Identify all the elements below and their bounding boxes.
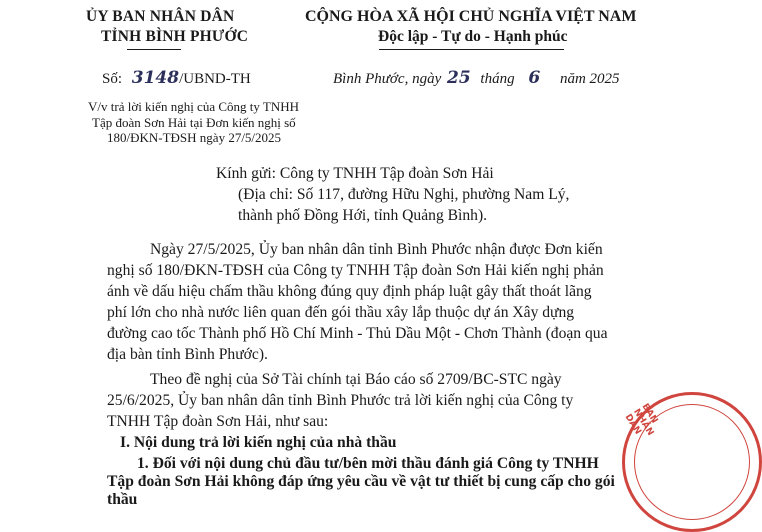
org-name-line1: ỦY BAN NHÂN DÂN	[86, 8, 235, 25]
paragraph2-line: TNHH Tập đoàn Sơn Hải, như sau:	[107, 413, 329, 430]
recipient-line1: Kính gửi: Công ty TNHH Tập đoàn Sơn Hải	[216, 165, 494, 182]
paragraph2-line: 25/6/2025, Ủy ban nhân dân tỉnh Bình Phước trả lời kiến nghị của Công ty	[107, 392, 574, 409]
nation-motto: Độc lập - Tự do - Hạnh phúc	[378, 28, 568, 45]
paragraph1-line: địa bàn tỉnh Bình Phước).	[107, 346, 268, 363]
section-heading: I. Nội dung trả lời kiến nghị của nhà thầu	[120, 434, 397, 451]
section-item-line: thầu	[107, 491, 138, 508]
recipient-address-line2: thành phố Đồng Hới, tỉnh Quảng Bình).	[238, 207, 488, 224]
date-month: 6	[528, 68, 541, 88]
date-place: Bình Phước, ngày	[333, 71, 442, 87]
subject-line3: 180/ĐKN-TĐSH ngày 27/5/2025	[107, 130, 282, 145]
subject-line1: V/v trả lời kiến nghị của Công ty TNHH	[88, 99, 299, 114]
paragraph1-line: ánh về dấu hiệu chấm thầu không đúng quy định pháp luật gây thất thoát lãng	[107, 283, 592, 300]
date-day: 25	[447, 68, 471, 88]
doc-number	[102, 68, 251, 88]
paragraph1-line: nghị số 180/ĐKN-TĐSH của Công ty TNHH Tập đoàn Sơn Hải kiến nghị phản	[107, 262, 604, 279]
paragraph1-line: đường cao tốc Thành phố Hồ Chí Minh - Thủ Dầu Một - Chơn Thành (đoạn qua	[107, 325, 608, 342]
nation-title: CỘNG HÒA XÃ HỘI CHỦ NGHĨA VIỆT NAM	[305, 8, 637, 25]
doc-date	[333, 68, 620, 88]
motto-underline	[379, 49, 564, 50]
date-month-label: tháng	[480, 71, 515, 87]
doc-number-prefix: Số:	[102, 71, 123, 87]
recipient-address-line1: (Địa chỉ: Số 117, đường Hữu Nghị, phường Nam Lý,	[238, 186, 570, 203]
section-item-line: 1. Đối với nội dung chủ đầu tư/bên mời thầu đánh giá Công ty TNHH	[137, 455, 599, 472]
official-seal-text: BAN NHÂN DÂN	[622, 402, 660, 438]
org-name-line2: TỈNH BÌNH PHƯỚC	[101, 28, 249, 45]
paragraph1-line: phí lớn cho nhà nước liên quan đến gói thầu xây lắp thuộc dự án Xây dựng	[107, 304, 575, 321]
doc-number-handwritten: 3148	[131, 68, 180, 88]
subject-line2: Tập đoàn Sơn Hải tại Đơn kiến nghị số	[92, 115, 296, 130]
paragraph2-line: Theo đề nghị của Sở Tài chính tại Báo cáo số 2709/BC-STC ngày	[150, 371, 562, 388]
date-year: năm 2025	[559, 71, 620, 87]
section-item-line: Tập đoàn Sơn Hải không đáp ứng yêu cầu về vật tư thiết bị cung cấp cho gói	[107, 473, 615, 490]
doc-number-suffix: /UBND-TH	[179, 71, 251, 87]
paragraph1-line: Ngày 27/5/2025, Ủy ban nhân dân tỉnh Bình Phước nhận được Đơn kiến	[150, 241, 603, 258]
org-underline	[127, 49, 181, 50]
